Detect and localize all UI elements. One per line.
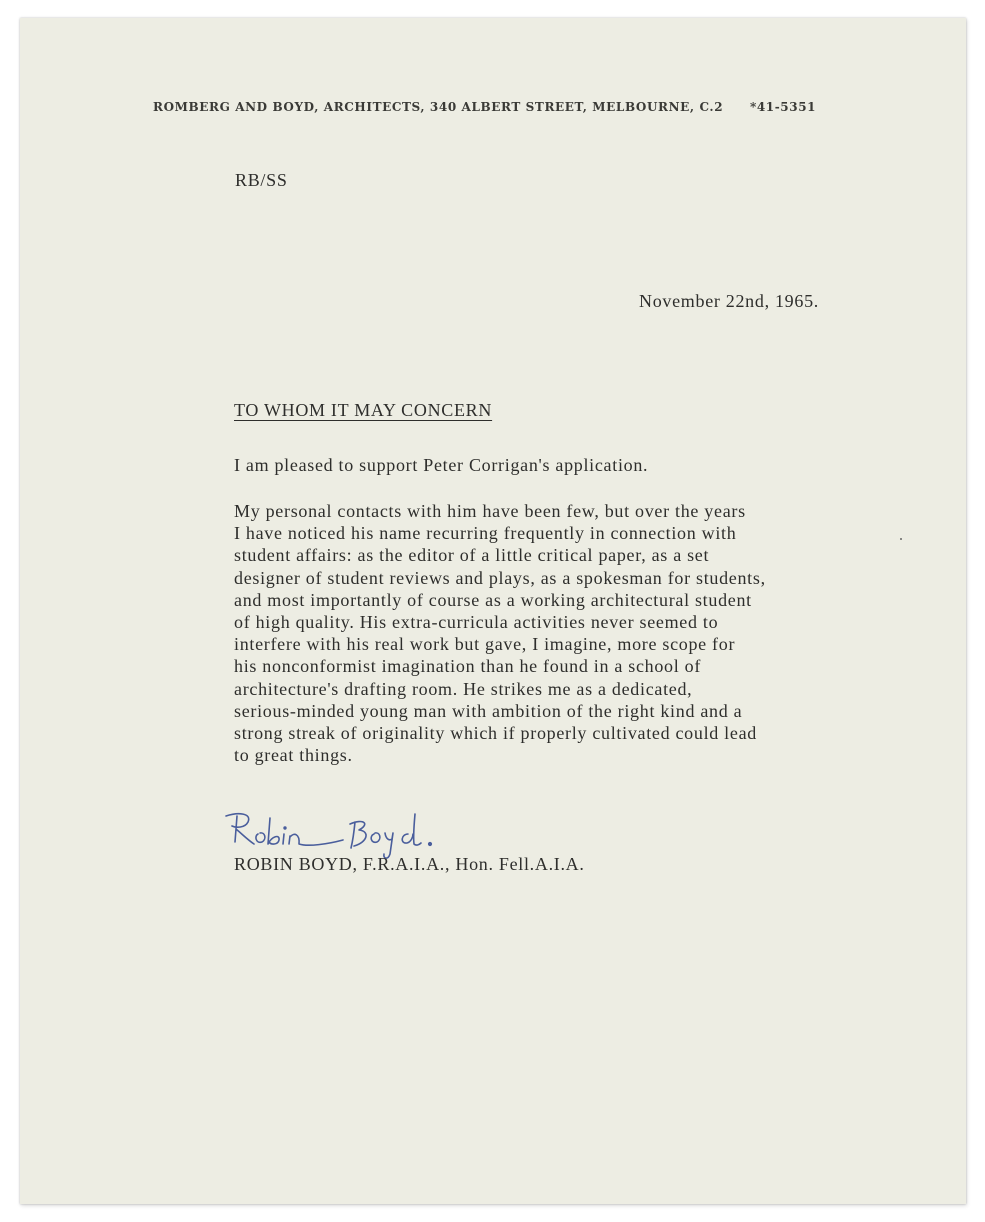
body-line: serious-minded young man with ambition of the right kind and a xyxy=(234,700,743,721)
signer-name: ROBIN BOYD, F.R.A.I.A., Hon. Fell.A.I.A. xyxy=(234,854,585,874)
body-paragraph xyxy=(234,500,934,766)
reference-initials: RB/SS xyxy=(235,170,288,190)
body-line: architecture's drafting room. He strikes me as a dedicated, xyxy=(234,678,693,699)
body-line: designer of student reviews and plays, as a spokesman for students, xyxy=(234,567,766,588)
letterhead-address: ARCHITECTS, 340 ALBERT STREET, MELBOURNE, C.2 xyxy=(323,100,724,114)
body-line: interfere with his real work but gave, I imagine, more scope for xyxy=(234,634,736,655)
letter-date: November 22nd, 1965. xyxy=(639,291,819,311)
body-line: strong streak of originality which if properly cultivated could lead xyxy=(234,723,757,744)
body-line: his nonconformist imagination than he found in a school of xyxy=(234,656,702,677)
body-line: to great things. xyxy=(234,745,353,766)
letterhead xyxy=(153,100,873,114)
body-line: of high quality. His extra-curricula activities never seemed to xyxy=(234,612,719,633)
body-line: student affairs: as the editor of a little critical paper, as a set xyxy=(234,545,710,566)
body-line: I have noticed his name recurring frequently in connection with xyxy=(234,523,737,544)
letter-sheet xyxy=(20,18,966,1204)
letterhead-phone: *41-5351 xyxy=(749,100,817,114)
letterhead-firm: ROMBERG AND BOYD, xyxy=(153,100,320,114)
body-line: My personal contacts with him have been few, but over the years xyxy=(234,501,746,521)
intro-paragraph: I am pleased to support Peter Corrigan's application. xyxy=(234,455,649,475)
paper-speck xyxy=(900,538,902,540)
body-line: and most importantly of course as a working architectural student xyxy=(234,589,752,610)
salutation: TO WHOM IT MAY CONCERN xyxy=(234,400,493,420)
